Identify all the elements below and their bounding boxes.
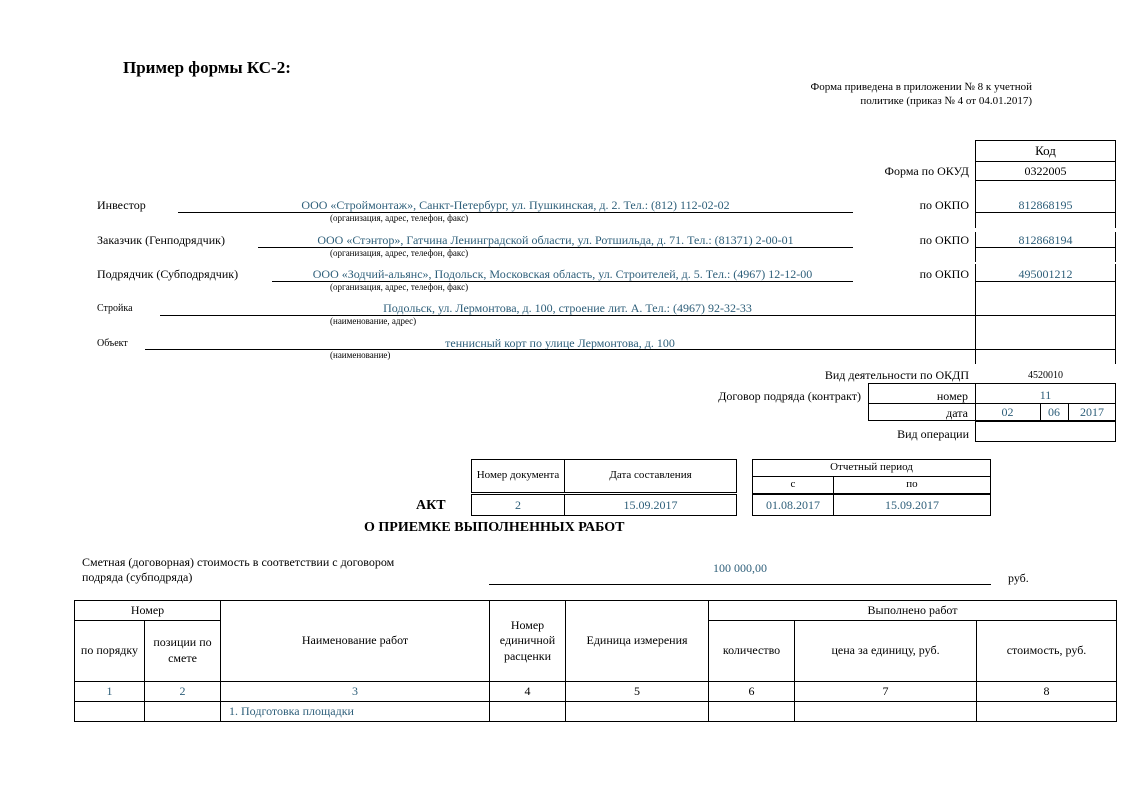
contractor-okpo-value: 495001212 <box>1018 267 1073 281</box>
table-row <box>75 702 1117 722</box>
col-cost-header: стоимость, руб. <box>977 621 1117 682</box>
operation-label: Вид операции <box>897 427 969 441</box>
doc-number-value: 2 <box>515 497 521 512</box>
row-work-name: 1. Подготовка площадки <box>221 702 490 722</box>
contract-number-label: номер <box>936 389 968 403</box>
cost-unit: руб. <box>1008 571 1029 585</box>
contractor-label: Подрядчик (Субподрядчик) <box>97 267 239 281</box>
period-from-value: 01.08.2017 <box>766 497 820 512</box>
contract-date-label: дата <box>946 406 968 420</box>
act-label: АКТ <box>416 498 446 513</box>
col-number-7: 7 <box>795 682 977 702</box>
okud-value: 0322005 <box>1024 164 1067 178</box>
col-number-6: 6 <box>709 682 795 702</box>
col-number-8: 8 <box>977 682 1117 702</box>
doc-number-header-text: Номер документа <box>476 469 560 482</box>
object-label: Объект <box>97 338 128 349</box>
works-table <box>74 600 1117 722</box>
operation-cell <box>975 421 1116 442</box>
number-group-header: Номер <box>75 601 221 621</box>
investor-value: ООО «Строймонтаж», Санкт-Петербург, ул. Пушкинская, д. 2. Тел.: (812) 112-02-02 <box>301 198 730 212</box>
contract-date-day: 02 <box>1001 405 1014 419</box>
contract-label: Договор подряда (контракт) <box>718 389 861 403</box>
col-price-header: цена за единицу, руб. <box>795 621 977 682</box>
contract-number-value: 11 <box>1039 388 1052 402</box>
code-header: Код <box>1035 143 1056 158</box>
contract-date-year: 2017 <box>1080 405 1104 419</box>
customer-hint: (организация, адрес, телефон, факс) <box>330 248 469 258</box>
form-note-line2: политике (приказ № 4 от 04.01.2017) <box>860 95 1032 107</box>
investor-okpo-label: по ОКПО <box>919 198 969 212</box>
contractor-hint: (организация, адрес, телефон, факс) <box>330 282 469 292</box>
form-note-line1: Форма приведена в приложении № 8 к учетной <box>810 81 1032 93</box>
contractor-okpo-label: по ОКПО <box>919 267 969 281</box>
col-number-4: 4 <box>490 682 566 702</box>
okdp-value: 4520010 <box>1028 370 1063 381</box>
investor-okpo-value: 812868195 <box>1018 198 1073 212</box>
doc-date-header-text: Дата составления <box>609 469 692 482</box>
col-name-header: Наименование работ <box>221 601 490 682</box>
okud-label: Форма по ОКУД <box>884 164 969 178</box>
object-hint: (наименование) <box>330 350 391 360</box>
col-number-5: 5 <box>566 682 709 702</box>
col-unit-header: Единица измерения <box>566 601 709 682</box>
col-order-header: по порядку <box>75 621 145 682</box>
contractor-value: ООО «Зодчий-альянс», Подольск, Московская область, ул. Строителей, д. 5. Тел.: (4967) 12-12-00 <box>312 267 813 281</box>
act-subtitle: О ПРИЕМКЕ ВЫПОЛНЕННЫХ РАБОТ <box>364 520 625 535</box>
col-qty-header: количество <box>709 621 795 682</box>
cost-value: 100 000,00 <box>713 561 767 575</box>
col-number-1: 1 <box>75 682 145 702</box>
cost-label-line1: Сметная (договорная) стоимость в соответствии с договором <box>82 555 395 569</box>
site-label: Стройка <box>97 303 133 314</box>
okdp-label: Вид деятельности по ОКДП <box>824 368 969 382</box>
site-value: Подольск, ул. Лермонтова, д. 100, строение лит. А. Тел.: (4967) 92-32-33 <box>383 301 752 315</box>
investor-hint: (организация, адрес, телефон, факс) <box>330 213 469 223</box>
col-rate-header: Номер единичной расценки <box>490 601 566 682</box>
doc-date-value: 15.09.2017 <box>623 497 678 512</box>
customer-value: ООО «Стэнтор», Гатчина Ленинградской области, ул. Ротшильда, д. 71. Тел.: (81371) 2-00-01 <box>317 233 794 247</box>
customer-okpo-label: по ОКПО <box>919 233 969 247</box>
object-value: теннисный корт по улице Лермонтова, д. 100 <box>445 336 675 350</box>
col-position-header: позиции по смете <box>145 621 221 682</box>
period-header-text: Отчетный период <box>830 461 913 474</box>
customer-label: Заказчик (Генподрядчик) <box>97 233 225 247</box>
period-to-header-text: по <box>906 478 918 491</box>
period-from-header-text: с <box>790 478 796 491</box>
contract-date-month: 06 <box>1048 405 1060 419</box>
cost-label-line2: подряда (субподряда) <box>82 570 193 584</box>
customer-okpo-value: 812868194 <box>1018 233 1073 247</box>
col-number-2: 2 <box>145 682 221 702</box>
investor-label: Инвестор <box>97 198 146 212</box>
page-title: Пример формы КС-2: <box>123 58 291 77</box>
done-group-header: Выполнено работ <box>709 601 1117 621</box>
site-hint: (наименование, адрес) <box>330 316 417 326</box>
period-to-value: 15.09.2017 <box>885 497 939 512</box>
col-number-3: 3 <box>221 682 490 702</box>
